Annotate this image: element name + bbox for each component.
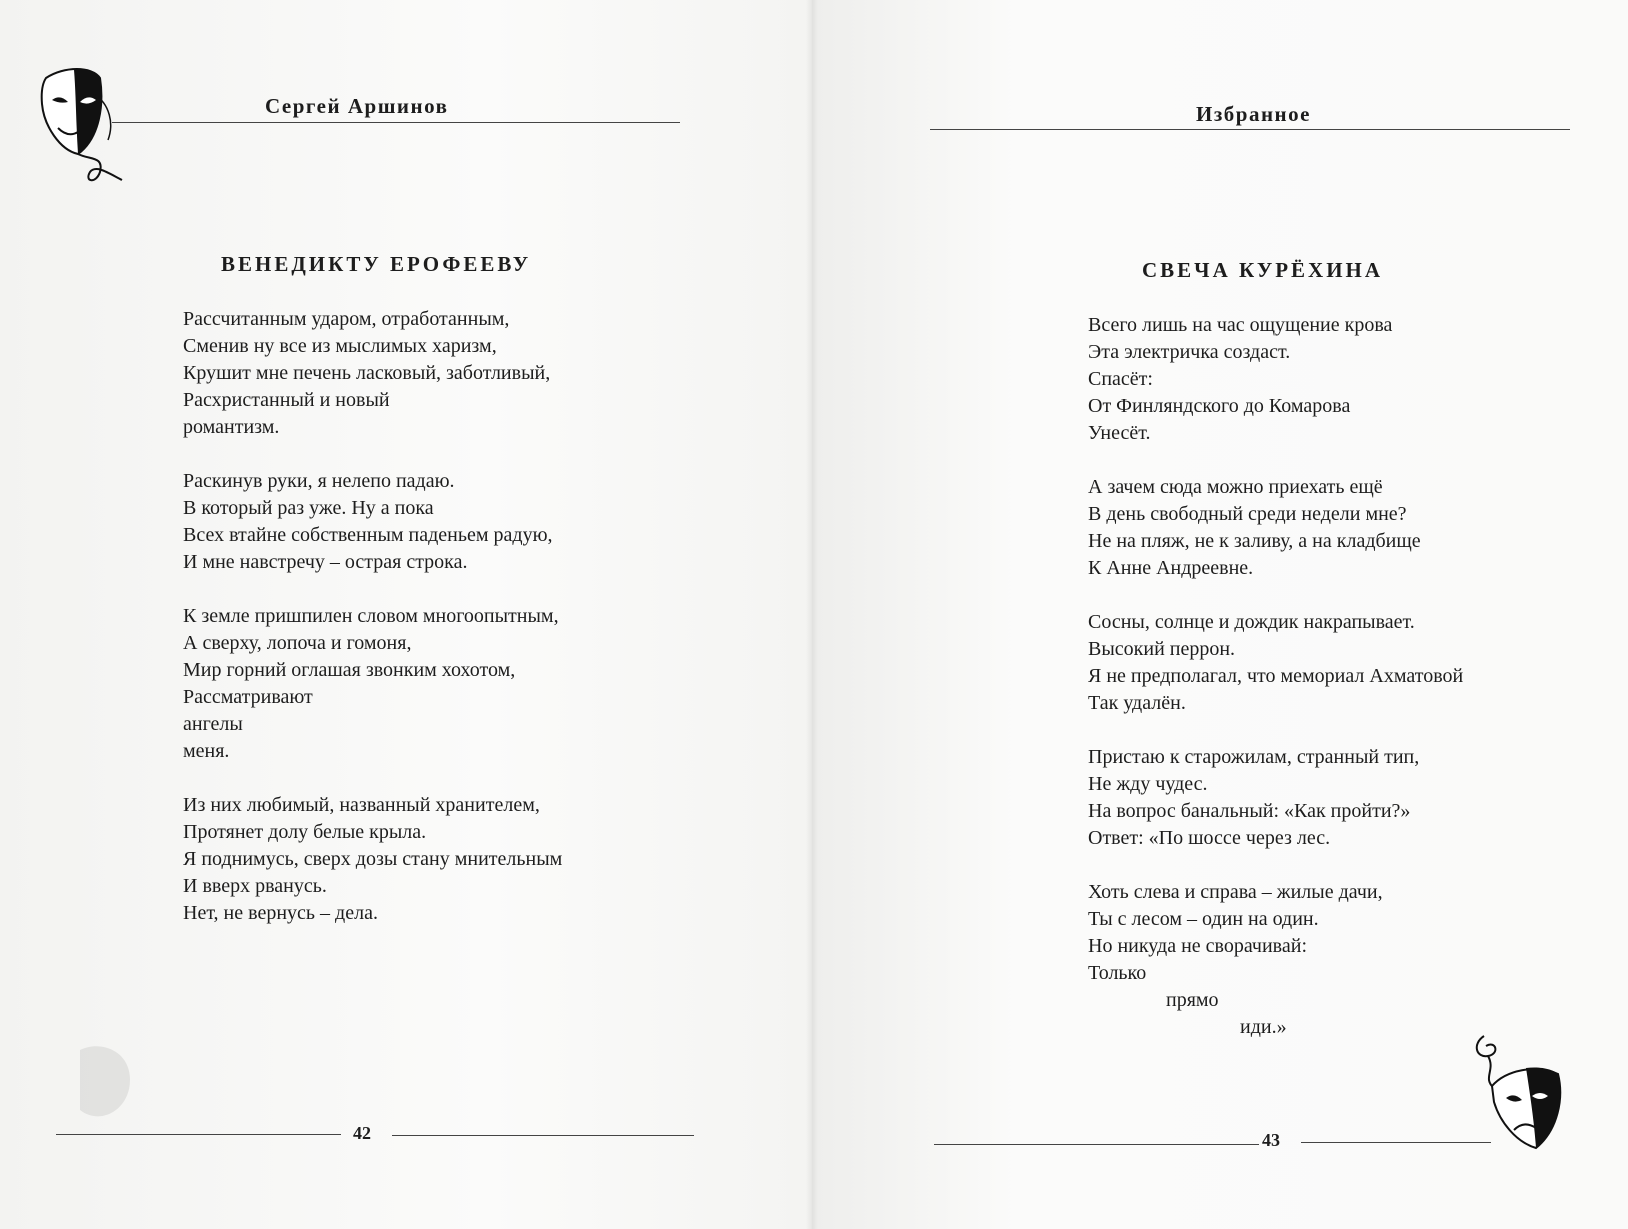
header-rule (112, 122, 680, 123)
poem-line: Унесёт. (1088, 422, 1151, 444)
stanza-gap (183, 576, 562, 603)
stanza-gap (1088, 582, 1463, 609)
poem-line: ангелы (183, 713, 243, 735)
poem-line: К земле пришпилен словом многоопытным, (183, 605, 559, 627)
poem-line: Ответ: «По шоссе через лес. (1088, 827, 1331, 849)
poem-line: Сосны, солнце и дождик накрапывает. (1088, 611, 1415, 633)
poem-line: иди.» (1240, 1016, 1287, 1038)
poem-line: В день свободный среди недели мне? (1088, 503, 1407, 525)
footer-rule-right (1301, 1142, 1491, 1143)
stanza-gap (183, 441, 562, 468)
poem-title: ВЕНЕДИКТУ ЕРОФЕЕВУ (221, 252, 532, 276)
poem-body (183, 306, 562, 927)
poem-line: В который раз уже. Ну а пока (183, 497, 434, 519)
footer-rule-right (392, 1135, 694, 1136)
poem-line: Всего лишь на час ощущение крова (1088, 314, 1393, 336)
right-page (812, 0, 1628, 1229)
poem-line: Пристаю к старожилам, странный тип, (1088, 746, 1420, 768)
poem-line: Всех втайне собственным паденьем радую, (183, 524, 553, 546)
stanza-gap (1088, 852, 1463, 879)
poem-line: Но никуда не сворачивай: (1088, 935, 1307, 957)
poem-line: Сменив ну все из мыслимых харизм, (183, 335, 497, 357)
theatre-mask-icon (1466, 1034, 1576, 1158)
poem-line: Мир горний оглашая звонким хохотом, (183, 659, 516, 681)
poem-line: Нет, не вернусь – дела. (183, 902, 378, 924)
poem-line: меня. (183, 740, 230, 762)
poem-line: Хоть слева и справа – жилые дачи, (1088, 881, 1383, 903)
poem-line: А сверху, лопоча и гомоня, (183, 632, 412, 654)
show-through-mask-icon (60, 1040, 150, 1130)
poem-line: Крушит мне печень ласковый, заботливый, (183, 362, 551, 384)
poem-line: К Анне Андреевне. (1088, 557, 1254, 579)
poem-body (1088, 312, 1463, 960)
poem-line: прямо (1166, 989, 1219, 1011)
poem-line: Расхристанный и новый (183, 389, 390, 411)
poem-line: Из них любимый, названный хранителем, (183, 794, 540, 816)
footer-rule-left (56, 1134, 341, 1135)
footer-rule-left (934, 1144, 1259, 1145)
stanza-gap (183, 765, 562, 792)
poem-line: На вопрос банальный: «Как пройти?» (1088, 800, 1411, 822)
poem-line: Так удалён. (1088, 692, 1186, 714)
running-head-author: Сергей Аршинов (265, 94, 449, 118)
poem-line: Только (1088, 962, 1147, 984)
left-page (0, 0, 812, 1229)
poem-line: романтизм. (183, 416, 280, 438)
poem-line: Не на пляж, не к заливу, а на кладбище (1088, 530, 1421, 552)
poem-line: Протянет долу белые крыла. (183, 821, 427, 843)
poem-line: Раскинув руки, я нелепо падаю. (183, 470, 455, 492)
poem-line: Эта электричка создаст. (1088, 341, 1291, 363)
page-number: 42 (353, 1123, 371, 1143)
poem-line: Я не предполагал, что мемориал Ахматовой (1088, 665, 1464, 687)
poem-line: А зачем сюда можно приехать ещё (1088, 476, 1383, 498)
book-gutter (806, 0, 818, 1229)
poem-line: И мне навстречу – острая строка. (183, 551, 468, 573)
poem-ending (1088, 960, 1287, 1041)
poem-line: Спасёт: (1088, 368, 1153, 390)
poem-title: СВЕЧА КУРЁХИНА (1142, 258, 1384, 282)
poem-line: И вверх рвануcь. (183, 875, 327, 897)
poem-line: Я поднимусь, сверх дозы стану мнительным (183, 848, 563, 870)
poem-line: Рассматривают (183, 686, 313, 708)
poem-line: Ты с лесом – один на один. (1088, 908, 1319, 930)
theatre-mask-icon (38, 64, 130, 192)
stanza-gap (1088, 447, 1463, 474)
poem-line: Не жду чудес. (1088, 773, 1208, 795)
stanza-gap (1088, 717, 1463, 744)
poem-line: От Финляндского до Комарова (1088, 395, 1351, 417)
poem-line: Рассчитанным ударом, отработанным, (183, 308, 510, 330)
running-head-book-title: Избранное (1196, 102, 1311, 126)
poem-line: Высокий перрон. (1088, 638, 1236, 660)
page-number: 43 (1262, 1130, 1280, 1150)
header-rule (930, 129, 1570, 130)
